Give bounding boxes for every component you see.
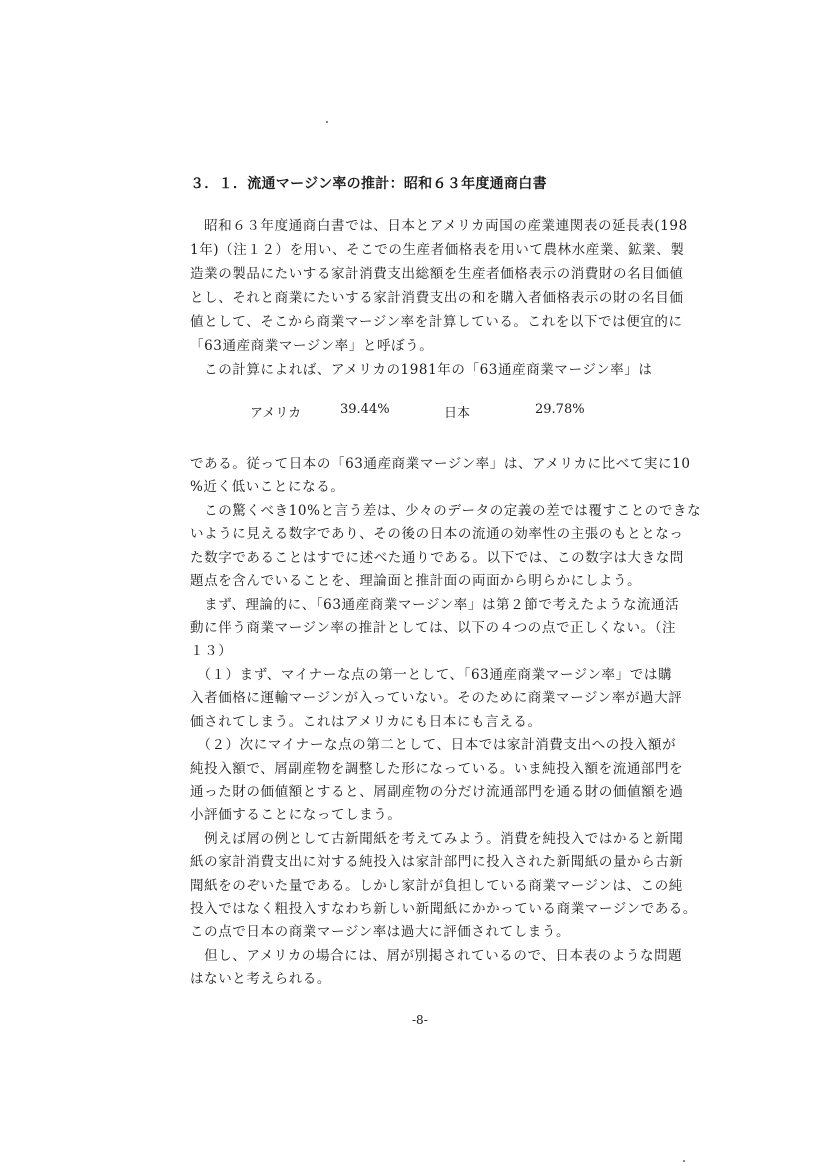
text-line: 題点を含んでいることを、理論面と推計面の両面から明らかにしよう。 (190, 573, 642, 589)
text-line: 投入ではなく粗投入すなわち新しい新聞紙にかかっている商業マージンである。 (190, 901, 697, 917)
text-line: 但し、アメリカの場合には、屑が別掲されているので、日本表のような問題 (190, 948, 683, 964)
text-line: 小評価することになってしまう。 (190, 807, 402, 823)
text-line: １３） (190, 643, 233, 659)
text-line: 造業の製品にたいする家計消費支出総額を生産者価格表示の消費財の名目価値 (190, 266, 684, 282)
text-line: 動に伴う商業マージン率の推計としては、以下の４つの点で正しくない。（注 (190, 620, 677, 636)
text-line: いように見える数字であり、その後の日本の流通の効率性の主張のもととなっ (190, 526, 684, 542)
text-line: （１）まず、マイナーな点の第一として、「63通産商業マージン率」では購 (190, 667, 673, 683)
page-number: -8- (412, 1013, 428, 1027)
speck (326, 121, 328, 123)
text-line: た数字であることはすでに述べた通りである。以下では、この数字は大きな問 (190, 550, 684, 566)
usa-value: 39.44% (340, 402, 390, 417)
text-line: 例えば屑の例として古新聞紙を考えてみよう。消費を純投入ではかると新聞 (190, 831, 684, 847)
section-heading: ３．１．流通マージン率の推計：昭和６３年度通商白書 (190, 176, 547, 192)
text-line: 紙の家計消費支出に対する純投入は家計部門に投入された新聞紙の量から古新 (190, 854, 684, 870)
text-line: 「63通産商業マージン率」と呼ぼう。 (190, 338, 434, 354)
text-line: （２）次にマイナーな点の第二として、日本では家計消費支出への投入額が (190, 737, 677, 753)
text-line: この点で日本の商業マージン率は過大に評価されてしまう。 (190, 924, 571, 940)
japan-label: 日本 (444, 406, 471, 421)
text-line: 昭和６３年度通商白書では、日本とアメリカ両国の産業連関表の延長表(198 (190, 218, 688, 234)
text-line: 1年)（注１２）を用い、そこでの生産者価格表を用いて農林水産業、鉱業、製 (190, 242, 685, 258)
text-line: %近く低いことになる。 (190, 479, 345, 495)
text-line: まず、理論的に、「63通産商業マージン率」は第２節で考えたような流通活 (190, 597, 680, 613)
text-line: この驚くべき10%と言う差は、少々のデータの定義の差では覆すことのできな (190, 503, 702, 519)
text-line: 価されてしまう。これはアメリカにも日本にも言える。 (190, 714, 542, 730)
text-line: 値として、そこから商業マージン率を計算している。これを以下では便宜的に (190, 314, 683, 330)
text-line: はないと考えられる。 (190, 971, 331, 987)
japan-value: 29.78% (535, 402, 585, 417)
usa-label: アメリカ (250, 406, 302, 421)
text-line: 通った財の価値額とすると、屑副産物の分だけ流通部門を通る財の価値額を過 (190, 784, 684, 800)
text-line: とし、それと商業にたいする家計消費支出の和を購入者価格表示の財の名目価 (190, 290, 684, 306)
text-line: この計算によれば、アメリカの1981年の「63通産商業マージン率」は (190, 362, 653, 378)
text-line: 聞紙をのぞいた量である。しかし家計が負担している商業マージンは、この純 (190, 878, 683, 894)
speck (683, 1160, 685, 1162)
text-line: 純投入額で、屑副産物を調整した形になっている。いま純投入額を流通部門を (190, 761, 684, 777)
text-line: である。従って日本の「63通産商業マージン率」は、アメリカに比べて実に10 (190, 456, 691, 472)
text-line: 入者価格に運輸マージンが入っていない。そのために商業マージン率が過大評 (190, 690, 683, 706)
